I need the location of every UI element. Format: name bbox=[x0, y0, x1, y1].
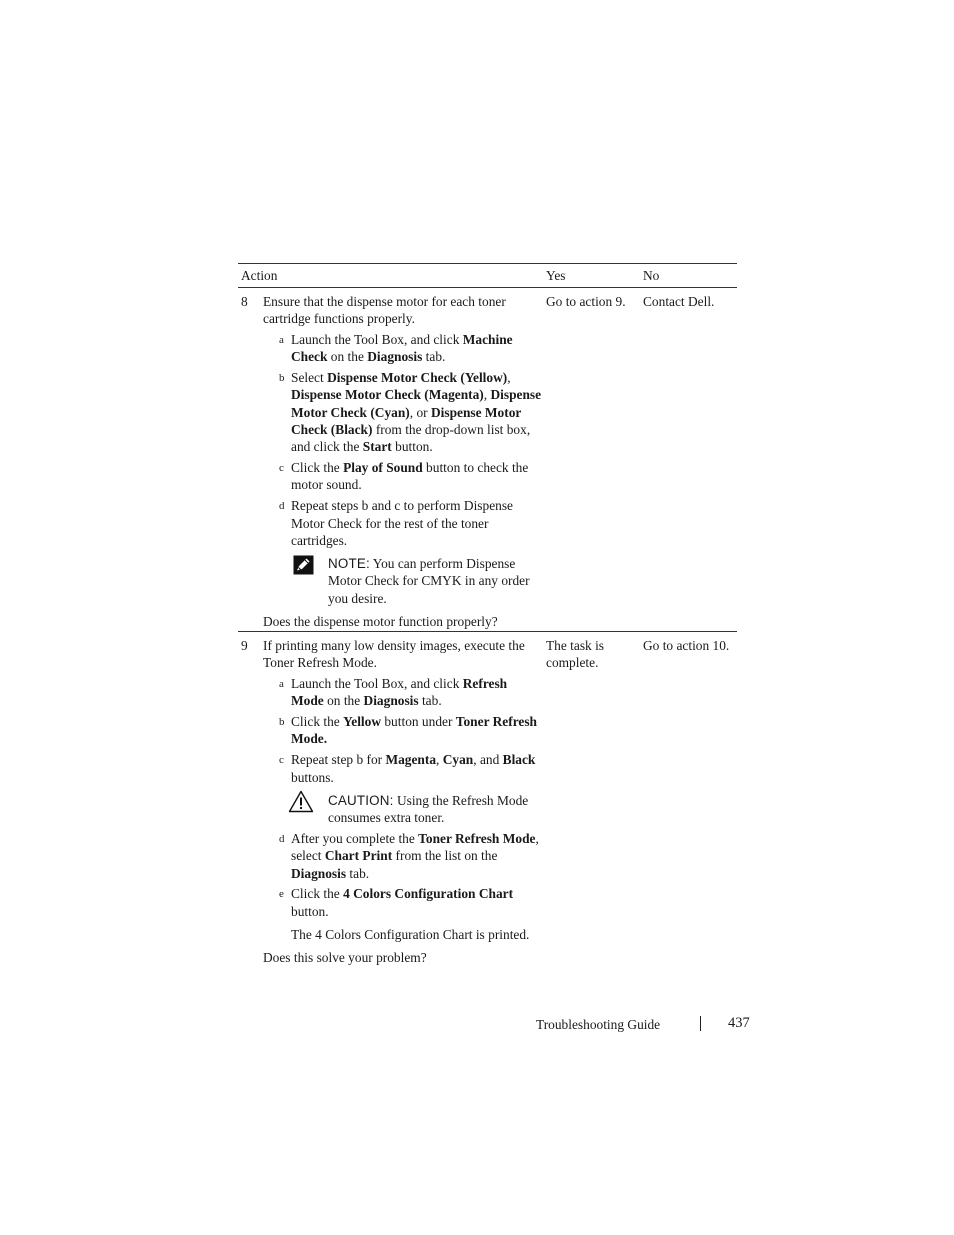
step-question: Does this solve your problem? bbox=[263, 950, 427, 966]
substep-b bbox=[263, 713, 543, 748]
note-text: You can perform Dispense Motor Check for CMYK in any order you desire. bbox=[328, 556, 530, 606]
substep-d bbox=[263, 497, 543, 549]
caution-keyword: CAUTION: bbox=[328, 792, 394, 808]
result-text: The 4 Colors Configuration Chart is printed. bbox=[291, 926, 530, 942]
substep-list bbox=[263, 331, 543, 549]
page-number: 437 bbox=[728, 1015, 750, 1031]
step-number: 8 bbox=[241, 294, 248, 309]
substep-letter: a bbox=[279, 334, 284, 347]
header-action: Action bbox=[241, 268, 278, 283]
substep-letter: d bbox=[279, 500, 285, 513]
no-cell: Go to action 10. bbox=[643, 638, 730, 653]
substep-d bbox=[263, 830, 543, 882]
troubleshooting-table bbox=[238, 263, 737, 972]
substep-c bbox=[263, 751, 543, 786]
substep-letter: e bbox=[279, 888, 284, 901]
substep-list bbox=[263, 675, 543, 786]
substep-letter: c bbox=[279, 754, 284, 767]
note-keyword: NOTE: bbox=[328, 556, 370, 572]
substep-text: Click the Yellow button under Toner Refresh Mode. bbox=[291, 714, 537, 747]
footer-divider bbox=[700, 1016, 701, 1031]
no-cell: Contact Dell. bbox=[643, 294, 715, 309]
note-pencil-icon bbox=[293, 555, 314, 579]
substep-text: Repeat steps b and c to perform Dispense Motor Check for the rest of the toner cartridges. bbox=[291, 498, 513, 548]
yes-cell: The task is complete. bbox=[546, 638, 605, 671]
action-cell bbox=[263, 637, 543, 980]
yes-cell: Go to action 9. bbox=[546, 294, 626, 309]
substep-text: Launch the Tool Box, and click Machine Check on the Diagnosis tab. bbox=[291, 332, 513, 365]
substep-text: Click the 4 Colors Configuration Chart button. bbox=[291, 886, 514, 919]
substep-text: After you complete the Toner Refresh Mode, select Chart Print from the list on the Diagnosis tab. bbox=[291, 830, 539, 881]
substep-e bbox=[263, 885, 543, 920]
table-header-row bbox=[238, 264, 737, 288]
substep-list bbox=[263, 830, 543, 920]
header-no: No bbox=[643, 268, 660, 283]
step-intro: If printing many low density images, execute the Toner Refresh Mode. bbox=[263, 638, 525, 671]
substep-text: Select Dispense Motor Check (Yellow), Dispense Motor Check (Magenta), Dispense Motor Check (Cyan), or Dispense Motor Check (Black) from the drop-down list box, and click the Start button. bbox=[291, 370, 542, 455]
step-question: Does the dispense motor function properly? bbox=[263, 614, 498, 630]
substep-c bbox=[263, 459, 543, 494]
header-yes: Yes bbox=[546, 268, 566, 283]
step-intro: Ensure that the dispense motor for each toner cartridge functions properly. bbox=[263, 294, 506, 327]
table-row-9 bbox=[238, 632, 737, 972]
caution-box bbox=[263, 792, 543, 827]
footer-section-title: Troubleshooting Guide bbox=[536, 1017, 661, 1032]
step-number: 9 bbox=[241, 638, 248, 653]
substep-text: Launch the Tool Box, and click Refresh Mode on the Diagnosis tab. bbox=[291, 676, 508, 709]
substep-text: Click the Play of Sound button to check the motor sound. bbox=[291, 460, 529, 493]
note-box bbox=[263, 555, 543, 607]
substep-letter: d bbox=[279, 832, 285, 845]
caution-text: Using the Refresh Mode consumes extra toner. bbox=[328, 792, 529, 826]
substep-letter: c bbox=[279, 462, 284, 475]
substep-letter: a bbox=[279, 678, 284, 691]
substep-letter: b bbox=[279, 372, 285, 385]
substep-b bbox=[263, 369, 543, 455]
page-footer bbox=[536, 1015, 756, 1035]
action-cell bbox=[263, 293, 543, 644]
table-row-8 bbox=[238, 288, 737, 632]
substep-letter: b bbox=[279, 716, 285, 729]
substep-a bbox=[263, 331, 543, 366]
substep-text: Repeat step b for Magenta, Cyan, and Black buttons. bbox=[291, 752, 536, 785]
substep-a bbox=[263, 675, 543, 710]
warning-triangle-icon bbox=[288, 790, 314, 817]
